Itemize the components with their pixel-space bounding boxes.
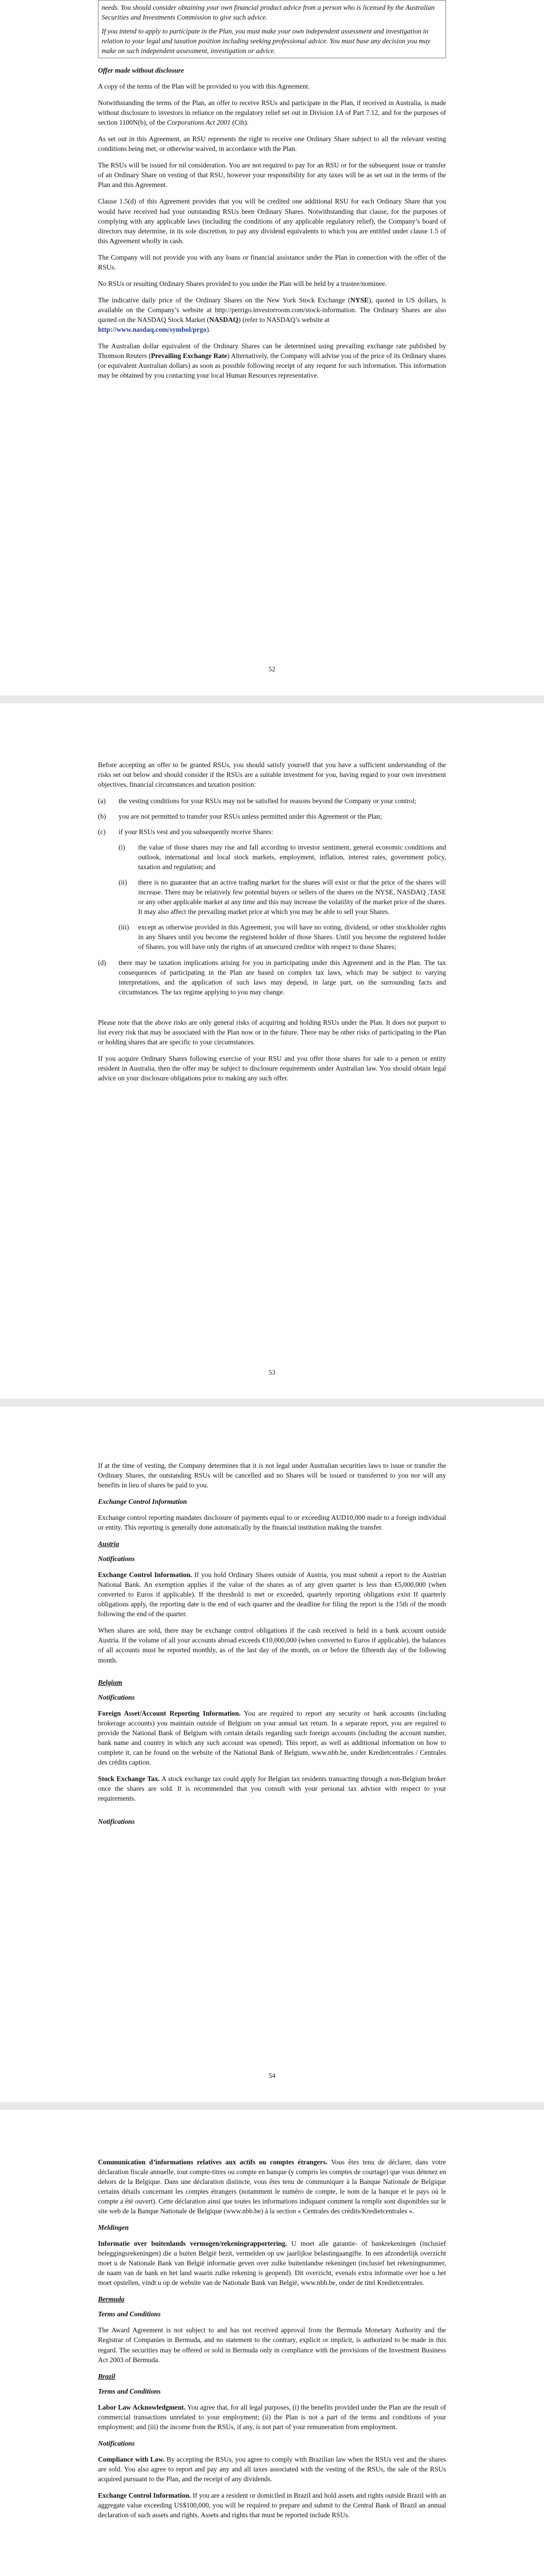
act-title: Corporations Act 2001 [167, 118, 231, 127]
paragraph-text: If you hold Ordinary Shares outside of Austria, you must submit a report to the Austrian National Bank. An exemption applies if the value of the shares as of any given quarter is less than €5,000,000 (when converted to Euros if applicable). If the threshold is met or exceeded, quarterly reporting obligations exist If quarterly obligations apply, the reporting date is the end of each quarter and the deadline for filing the report is the 15th of the month following the end of the quarter. [98, 1571, 446, 1618]
section-heading: Offer made without disclosure [98, 66, 184, 75]
paragraph-text: If you are a resident or domiciled in Brazil and hold assets and rights outside Brazil with an aggregate value exceeding US$100,000, you will be required to prepare and submit to the Central Bank of Brazil an annual declaration of such assets and rights. Assets and rights that must be reported include RSUs. [98, 2491, 446, 2519]
paragraph: Exchange control reporting mandates disclosure of payments equal to or exceeding AUD10,000 made to a foreign individual or entity. This reporting is generally done automatically by the financial institution making the transfer. [98, 1514, 446, 1532]
page-number: 52 [269, 665, 275, 673]
section-heading: Notifications [98, 1693, 135, 1701]
nasdaq-link[interactable]: http://www.nasdaq.com/symbol/prgo [98, 325, 207, 333]
paragraph-text: Vous êtes tenu de déclarer, dans votre déclaration fiscale annuelle, tout compte-titres ou compte en banque (y compris les comptes de courtage) que vous détenez en dehors de la Belgique. Dans une déclaration distincte, vous êtes tenu de communiquer à la Banque Nationale de Belgique certains détails concernant les comptes étrangers (notamment le numéro de compte, le nom de la banque et le pays où le compte a été ouvert). Cette déclaration ainsi que toutes les informations indiquant comment la remplir sont disponibles sur le site web de la Banque Nationale de Belgique (www.nbb.be) à la section « Centrales des crédits/Kredietcentrales ». [98, 2158, 446, 2215]
list-text: the value of those shares may rise and fall according to investor sentiment, general economic conditions and outlook, international and local stock markets, employment, inflation, interest rates, government policy, taxation and regulation; and [138, 843, 446, 871]
paragraph-lead: Labor Law Acknowledgment. [98, 2403, 186, 2411]
section-heading: Notifications [98, 1817, 135, 1825]
list-marker: (i) [119, 843, 125, 852]
list-item [98, 796, 446, 806]
list-item [98, 827, 446, 837]
section-heading: Notifications [98, 2439, 135, 2447]
paragraph: Clause 1.5(d) of this Agreement provides that you will be credited one additional RSU for each Ordinary Share that you would have received had your outstanding RSUs been Ordinary Shares. Notwithstanding that clause, for the purposes of complying with any applicable laws (including the conditions of any applicable regulatory relief), the Company’s board of directors may determine, in its sole discretion, to pay any dividend equivalents to which you are entitled under clause 1.5 of this Agreement wholly in cash. [98, 197, 446, 245]
paragraph-lead: Foreign Asset/Account Reporting Information. [98, 1709, 241, 1717]
list-text: there may be taxation implications arising for you in participating under this Agreement and in the Plan. The tax consequences of participating in the Plan are based on complex tax laws, which may be subject to varying interpretations, and the application of such laws may depend, in large part, on the surrounding facts and circumstances. The tax regime applying to you may change. [119, 958, 446, 996]
document-page-54 [0, 1406, 544, 2102]
paragraph: If you acquire Ordinary Shares following exercise of your RSU and you offer those shares for sale to a person or entity resident in Australia, then the offer may be subject to disclosure requirements under Australian law. You should obtain legal advice on your disclosure obligations prior to making any such offer. [98, 1054, 446, 1082]
disclaimer-box [98, 0, 446, 58]
paragraph [98, 2157, 446, 2216]
paragraph-lead: Communication d’informations relatives aux actifs ou comptes étrangers. [98, 2158, 328, 2166]
list-marker: (ii) [119, 878, 127, 887]
paragraph-text: You agree that, for all legal purposes, (i) the benefits provided under the Plan are the result of commercial transactions unrelated to your employment; (ii) the Plan is not a part of the terms and conditions of your employment; and (iii) the income from the RSUs, if any, is not part of your remuneration from employment. [98, 2403, 446, 2431]
country-heading-belgium: Belgium [98, 1678, 122, 1686]
list-text: if your RSUs vest and you subsequently receive Shares: [119, 828, 273, 836]
sub-list [119, 842, 446, 952]
section-heading: Terms and Conditions [98, 2310, 161, 2318]
section-heading: Terms and Conditions [98, 2387, 161, 2395]
paragraph: The Company will not provide you with any loans or financial assistance under the Plan in connection with the offer of the RSUs. [98, 253, 446, 271]
paragraph-text: By accepting the RSUs, you agree to comply with Brazilian law when the RSUs vest and the shares are sold. You also agree to report and pay any and all taxes associated with the vesting of the RSUs, the sale of the RSUs acquired pursuant to the Plan, and the receipt of any dividends. [98, 2455, 446, 2483]
paragraph-text: ). [206, 325, 211, 333]
disclaimer-paragraph: If you intend to apply to participate in the Plan, you must make your own independent assessment and investigation in relation to your legal and taxation position including seeking professional advice. You must base any decision you may make on such independent assessment, investigation or advice. [102, 27, 431, 55]
document-page-52 [0, 0, 544, 696]
section-heading: Meldingen [98, 2224, 129, 2232]
list-item [98, 958, 446, 997]
list-item [98, 811, 446, 821]
paragraph-text: The indicative daily price of the Ordinary Shares on the New York Stock Exchange ( [98, 296, 351, 304]
country-heading-bermuda: Bermuda [98, 2295, 125, 2303]
paragraph-lead: Compliance with Law. [98, 2455, 165, 2463]
paragraph-text: (Cth). [232, 118, 249, 127]
paragraph-text: The Australian dollar equivalent of the Ordinary Shares can be determined using prevailing exchange rate published by Thomson Reuters ( [98, 342, 446, 360]
paragraph [98, 2402, 446, 2432]
disclaimer-paragraph: needs. You should consider obtaining your own financial product advice from a person who is licensed by the Australian Securities and Investments Commission to give such advice. [102, 4, 435, 22]
defined-term: NYSE [350, 296, 369, 304]
paragraph: The RSUs will be issued for nil consideration. You are not required to pay for an RSU or for the subsequent issue or transfer of an Ordinary Share on vesting of that RSU, however your responsibility for any taxes will be as set out in the terms of the Plan and this Agreement. [98, 161, 446, 189]
paragraph [98, 98, 446, 127]
paragraph: As set out in this Agreement, an RSU represents the right to receive one Ordinary Share subject to all the relevant vesting conditions being met, or otherwise waived, in accordance with the Plan. [98, 135, 446, 153]
paragraph-lead: Stock Exchange Tax. [98, 1774, 160, 1783]
list-text: the vesting conditions for your RSUs may not be satisfied for reasons beyond the Company or your control; [119, 797, 417, 805]
paragraph-text: A stock exchange tax could apply for Belgian tax residents transacting through a non-Belgium broker once the shares are sold. It is recommended that you consult with your personal tax advisor with respect to your requirements. [98, 1774, 446, 1802]
list-marker: (d) [98, 958, 106, 967]
section-heading: Exchange Control Information [98, 1498, 187, 1506]
document-page-53 [0, 703, 544, 1399]
paragraph: A copy of the terms of the Plan will be provided to you with this Agreement. [98, 82, 310, 91]
paragraph [98, 1708, 446, 1767]
paragraph [98, 1570, 446, 1619]
list-marker: (c) [98, 828, 106, 836]
list-text: except as otherwise provided in this Agreement, you will have no voting, dividend, or other stockholder rights in any Shares until you become the registered holder of those Shares. Until you become the registered holder of Shares, you will have only the rights of an unsecured creditor with respect to those Shares; [138, 923, 446, 951]
country-heading-austria: Austria [98, 1540, 119, 1548]
paragraph: When shares are sold, there may be exchange control obligations if the cash received is held in a bank account outside Austria. If the volume of all your accounts abroad exceeds €10,000,000 (when converted to Euros if applicable), the balances of all accounts must be reported monthly, as of the last day of the month, on or before the fifteenth day of the following month. [98, 1626, 446, 1664]
paragraph-text: Notwithstanding the terms of the Plan, an offer to receive RSUs and participate in the Plan, if received in Australia, is made without disclosure to investors in reliance on the regulatory relief set out in Division 1A of Part 7.12, and for the purposes of section 1100N(b), of the [98, 99, 446, 127]
paragraph-lead: Exchange Control Information. [98, 2491, 191, 2499]
paragraph [98, 341, 446, 380]
paragraph: If at the time of vesting, the Company determines that it is not legal under Australian securities laws to issue or transfer the Ordinary Shares, the outstanding RSUs will be cancelled and no Shares will be issued or transferred to you nor will any benefits in lieu of shares be paid to you. [98, 1462, 446, 1489]
page-number: 53 [269, 1368, 275, 1376]
document-page-55 [0, 2110, 544, 2576]
paragraph [98, 2490, 446, 2520]
paragraph-text: ) Alternatively, the Company will advise you of the price of its Ordinary shares (or equivalent Australian dollars) as soon as possible following receipt of any request for such information. This information may be obtained by you contacting your local Human Resources representative. [98, 351, 447, 379]
defined-term: NASDAQ [209, 315, 239, 324]
paragraph-text: U moet alle garantie- of bankrekeningen (inclusief beleggingsrekeningen) die u buiten België bezit, vermelden op uw jaarlijkse belastingaangifte. In een afzonderlijk overzicht moet u de Nationale Bank van België informatie geven over zulke buitenlandse rekeningen (inclusief het rekeningnummer, de naam van de bank en het land waarin zulke rekening is geopend). Dit overzicht, evenals extra informatie over hoe u het moet opstellen, vindt u op de website van de Nationale Bank van België, www.nbb.be, onder de titel Kredietcentrales. [98, 2240, 446, 2287]
paragraph: Please note that the above risks are only general risks of acquiring and holding RSUs under the Plan. It does not purport to list every risk that may be associated with the Plan now or in the future. There may be other risks of participating in the Plan or holding shares that are specific to your circumstances. [98, 1018, 446, 1046]
paragraph-lead: Informatie over buitenlands vermogen/rekeningrapportering. [98, 2240, 287, 2248]
country-heading-brazil: Brazil [98, 2372, 116, 2380]
paragraph-text: You are required to report any security or bank accounts (including brokerage accounts) you maintain outside of Belgium on your annual tax return. In a separate report, you are required to provide the National Bank of Belgium with certain details regarding such foreign accounts (including the account number, bank name and country in which any such account was opened). This report, as well as additional information on how to complete it, can be found on the website of the National Bank of Belgium, www.nbb.be, under Kredietcentrales / Centrales des crédits caption. [98, 1709, 447, 1766]
list-item [119, 877, 446, 917]
paragraph-text: ), quoted in US dollars, is available on the Company’s website at http://perrigo.investorroom.com/stock-information. The Ordinary Shares are also quoted on the NASDAQ Stock Market ( [98, 296, 446, 324]
paragraph [98, 1774, 446, 1803]
paragraph-lead: Exchange Control Information. [98, 1571, 192, 1579]
list-marker: (iii) [119, 923, 129, 931]
defined-term: Prevailing Exchange Rate [151, 351, 227, 360]
list-marker: (a) [98, 797, 106, 805]
section-heading: Notifications [98, 1555, 135, 1563]
paragraph: The Award Agreement is not subject to and has not received approval from the Bermuda Monetary Authority and the Registrar of Companies in Bermuda, and no statement to the contrary, explicit or implicit, is authorized to be made in this regard. The securities may be offered or sold in Bermuda only in compliance with the provisions of the Investment Business Act 2003 of Bermuda. [98, 2326, 446, 2364]
list-item [119, 842, 446, 872]
paragraph: Before accepting an offer to be granted RSUs, you should satisfy yourself that you have a sufficient understanding of the risks set out below and should consider if the RSUs are a suitable investment for you, having regard to your own investment objectives, financial circumstances and taxation position: [98, 761, 446, 789]
list-marker: (b) [98, 812, 106, 821]
paragraph: No RSUs or resulting Ordinary Shares provided to you under the Plan will be held by a trustee/nominee. [98, 279, 387, 287]
paragraph-text: ) (refer to NASDAQ’s website at [238, 315, 329, 324]
paragraph [98, 2239, 446, 2287]
list-text: there is no guarantee that an active trading market for the shares will exist or that the price of the shares will increase. There may be relatively few potential buyers or sellers of the shares on the NYSE, NASDAQ ,TASE or any other applicable market at any time and this may increase the volatility of the market price of the shares. It may also affect the prevailing market price at which you may be able to sell your Shares. [138, 878, 446, 916]
list-text: you are not permitted to transfer your RSUs unless permitted under this Agreement or the Plan; [119, 812, 382, 821]
page-number: 54 [269, 2071, 275, 2079]
paragraph [98, 295, 446, 334]
paragraph [98, 2454, 446, 2484]
list-item [119, 922, 446, 952]
